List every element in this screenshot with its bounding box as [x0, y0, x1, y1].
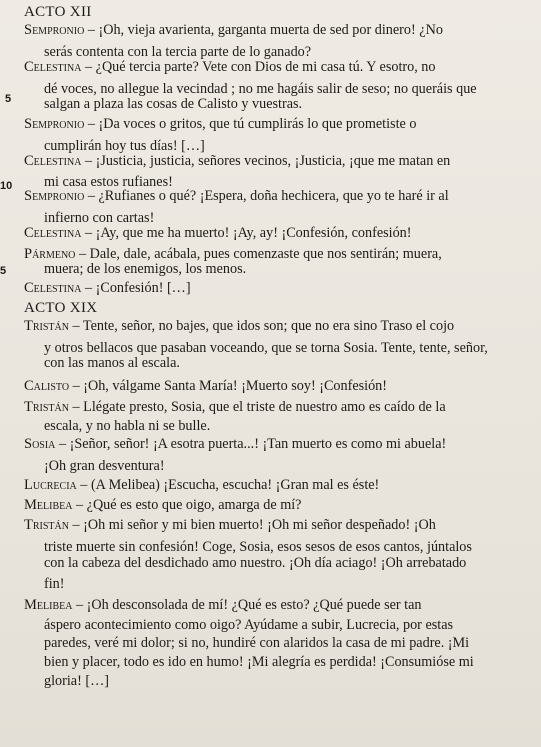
act_xix-line	[24, 319, 454, 334]
speaker-name: Sosia	[24, 436, 56, 452]
act_xix-line	[44, 636, 469, 651]
dialogue-text: – Llégate presto, Sosia, que el triste de nuestro amo es caído de la	[68, 399, 446, 415]
act_xix-line	[44, 655, 474, 670]
act_xix-line	[44, 556, 466, 571]
act_xix-line	[44, 674, 109, 689]
speaker-name: Sempronio	[24, 116, 85, 132]
act_xix-line	[44, 618, 453, 633]
dialogue-text: – ¡Ay, que me ha muerto! ¡Ay, ay! ¡Confesión, confesión!	[81, 225, 412, 241]
dialogue-text: fin!	[44, 576, 65, 592]
dialogue-text: – ¡Da voces o gritos, que tú cumplirás lo que prometiste o	[84, 116, 417, 132]
dialogue-text: – Dale, dale, acábala, pues comenzaste que nos sentirán; muera,	[75, 246, 442, 262]
speaker-name: Calisto	[24, 378, 70, 394]
speaker-name: Celestina	[24, 153, 82, 169]
act_xix-line	[24, 379, 387, 394]
act_xix-line	[44, 419, 210, 434]
act_xix-line	[24, 437, 446, 452]
act_xii-line	[44, 82, 477, 97]
act_xii-line	[44, 139, 205, 154]
act_xii-line	[24, 226, 412, 241]
dialogue-text: dé voces, no allegue la vecindad ; no me hagáis salir de seso; no queráis que	[44, 81, 477, 97]
line-number-10: 10	[0, 180, 13, 192]
act_xii-line	[24, 117, 416, 132]
act_xii-line	[44, 97, 302, 112]
dialogue-text: – ¡Oh, válgame Santa María! ¡Muerto soy! ¡Confesión!	[69, 378, 387, 394]
dialogue-text: muera; de los enemigos, los menos.	[44, 261, 247, 277]
dialogue-text: y otros bellacos que pasaban voceando, que se torna Sosia. Tente, tente, señor,	[44, 340, 488, 356]
dialogue-text: infierno con cartas!	[44, 210, 155, 226]
dialogue-text: – ¡Oh desconsolada de mí! ¿Qué es esto? ¿Qué puede ser tan	[72, 597, 422, 613]
act_xix-line	[44, 459, 165, 474]
act_xix-line	[24, 518, 436, 533]
act_xii-line	[44, 262, 246, 277]
act_xii-line	[24, 23, 443, 38]
speaker-name: Melibea	[24, 497, 73, 513]
speaker-name: Tristán	[24, 318, 69, 334]
act_xii-line	[24, 60, 436, 75]
dialogue-text: escala, y no habla ni se bulle.	[44, 418, 211, 434]
dialogue-text: – ¡Justicia, justicia, señores vecinos, ¡Justicia, ¡que me matan en	[81, 153, 451, 169]
speaker-name: Tristán	[24, 399, 69, 415]
act_xii-line	[24, 247, 442, 262]
speaker-name: Celestina	[24, 280, 82, 296]
dialogue-text: – (A Melibea) ¡Escucha, escucha! ¡Gran mal es éste!	[76, 477, 380, 493]
act-xix-title: ACTO XIX	[24, 300, 98, 316]
dialogue-text: – ¡Señor, señor! ¡A esotra puerta...! ¡Tan muerto es como mi abuela!	[55, 436, 447, 452]
dialogue-text: cumplirán hoy tus días! […]	[44, 138, 205, 154]
speaker-name: Lucrecia	[24, 477, 77, 493]
speaker-name: Sempronio	[24, 188, 85, 204]
act_xix-line	[24, 400, 446, 415]
act_xix-line	[44, 356, 180, 371]
line-number-15-partial: 5	[0, 265, 6, 277]
dialogue-text: – ¿Rufianes o qué? ¡Espera, doña hechicera, que yo te haré ir al	[84, 188, 449, 204]
act_xii-line	[24, 281, 191, 296]
dialogue-text: con la cabeza del desdichado amo nuestro. ¡Oh día aciago! ¡Oh arrebatado	[44, 555, 467, 571]
speaker-name: Celestina	[24, 59, 82, 75]
speaker-name: Pármeno	[24, 246, 76, 262]
act_xii-line	[44, 45, 311, 60]
dialogue-text: paredes, veré mi dolor; si no, hundiré con alaridos la casa de mi padre. ¡Mi	[44, 635, 470, 651]
act_xix-line	[44, 341, 488, 356]
dialogue-text: – ¡Oh mi señor y mi bien muerto! ¡Oh mi señor despeñado! ¡Oh	[68, 517, 436, 533]
act-xii-title: ACTO XII	[24, 4, 92, 20]
speaker-name: Sempronio	[24, 22, 85, 38]
dialogue-text: gloria! […]	[44, 673, 110, 689]
act_xix-line	[24, 598, 422, 613]
dialogue-text: bien y placer, todo es ido en humo! ¡Mi alegría es perdida! ¡Consumióse mi	[44, 654, 474, 670]
dialogue-text: áspero acontecimiento como oigo? Ayúdame a subir, Lucrecia, por estas	[44, 617, 454, 633]
dialogue-text: mi casa estos rufianes!	[44, 174, 173, 190]
speaker-name: Celestina	[24, 225, 82, 241]
act_xii-line	[24, 189, 449, 204]
dialogue-text: ¡Oh gran desventura!	[44, 458, 165, 474]
speaker-name: Tristán	[24, 517, 69, 533]
dialogue-text: con las manos al escala.	[44, 355, 180, 371]
dialogue-text: – ¿Qué tercia parte? Vete con Dios de mi casa tú. Y esotro, no	[81, 59, 436, 75]
dialogue-text: – ¡Oh, vieja avarienta, garganta muerta de sed por dinero! ¿No	[84, 22, 443, 38]
act_xix-line	[44, 540, 472, 555]
act_xii-line	[24, 154, 450, 169]
dialogue-text: – Tente, señor, no bajes, que idos son; que no era sino Traso el cojo	[68, 318, 455, 334]
dialogue-text: triste muerte sin confesión! Coge, Sosia, esos sesos de esos cantos, júntalos	[44, 539, 472, 555]
line-number-5: 5	[5, 93, 12, 105]
act_xii-line	[44, 211, 154, 226]
dialogue-text: – ¿Qué es esto que oigo, amarga de mí?	[72, 497, 302, 513]
act_xix-line	[44, 577, 65, 592]
dialogue-text: salgan a plaza las cosas de Calisto y vuestras.	[44, 96, 303, 112]
dialogue-text: – ¡Confesión! […]	[81, 280, 191, 296]
act_xix-line	[24, 498, 301, 513]
speaker-name: Melibea	[24, 597, 73, 613]
dialogue-text: serás contenta con la tercia parte de lo ganado?	[44, 44, 312, 60]
act_xix-line	[24, 478, 379, 493]
